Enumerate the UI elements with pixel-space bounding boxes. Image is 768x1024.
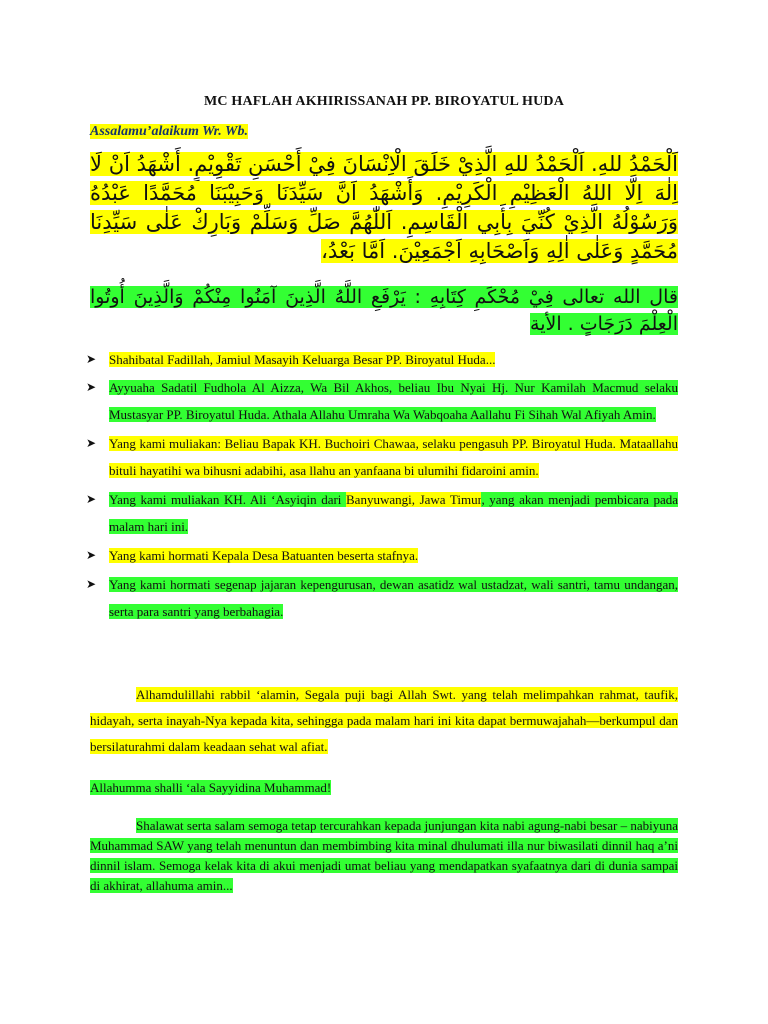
list-item-text: Shahibatal Fadillah, Jamiul Masayih Keluarga Besar PP. Biroyatul Huda... (109, 352, 496, 367)
list-item-text: Yang kami hormati Kepala Desa Batuanten beserta stafnya. (109, 548, 419, 563)
paragraph-shalawat (90, 816, 678, 896)
list-item-text-c: , yang akan menjadi pembicara pada malam hari ini. (109, 492, 679, 534)
arrowhead-bullet-icon: ➤ (86, 492, 97, 506)
paragraph-alhamdulillah (90, 682, 678, 760)
greeting-list (86, 346, 678, 625)
list-item-text-b: Banyuwangi, Jawa Timur (346, 492, 482, 507)
list-item (86, 374, 678, 428)
paragraph-alhamdulillah-text: Alhamdulillahi rabbil ‘alamin, Segala puji bagi Allah Swt. yang telah melimpahkan rahmat, taufik, hidayah, serta inayah-Nya kepada kita, sehingga pada malam hari ini kita dapat bermuwajahah—berkumpul dan bersilaturahmi dalam keadaan sehat wal afiat. (90, 687, 678, 754)
list-item (86, 430, 678, 484)
list-item-text: Yang kami muliakan: Beliau Bapak KH. Buchoiri Chawaa, selaku pengasuh PP. Biroyatul Huda. Mataallahu bituli hayatihi wa bihusni adabihi, asa llahu an yanfaana bi ulumihi fidaroini amin. (109, 436, 678, 478)
greeting (90, 124, 248, 140)
document-title: MC HAFLAH AKHIRISSANAH PP. BIROYATUL HUDA (203, 94, 565, 109)
arrowhead-bullet-icon: ➤ (86, 548, 97, 562)
arrowhead-bullet-icon: ➤ (86, 436, 97, 450)
arabic-opening (90, 150, 678, 266)
arabic-verse-text: قال الله تعالى فِيْ مُحْكَمِ كِتَابِهِ : يَرْفَعِ اللَّهُ الَّذِينَ آمَنُوا مِنْكُمْ وَالَّذِينَ أُوتُوا الْعِلْمَ دَرَجَاتٍ . الأية (90, 286, 678, 335)
arrowhead-bullet-icon: ➤ (86, 380, 97, 394)
list-item-text: Ayyuaha Sadatil Fudhola Al Aizza, Wa Bil Akhos, beliau Ibu Nyai Hj. Nur Kamilah Macmud selaku Mustasyar PP. Biroyatul Huda. Athala Allahu Umraha Wa Wabqoaha Aallahu Fi Sihah Wal Afiyah Amin. (109, 380, 678, 422)
shalawat-line (90, 778, 331, 798)
list-item-text-a: Yang kami muliakan KH. Ali ‘Asyiqin dari (109, 492, 347, 507)
list-item-text: Yang kami hormati segenap jajaran kepengurusan, dewan asatidz wal ustadzat, wali santri, tamu undangan, serta para santri yang berbahagia. (109, 577, 678, 619)
greeting-text: Assalamu’alaikum Wr. Wb. (90, 124, 248, 139)
arabic-opening-text: اَلْحَمْدُ للهِ. اَلْحَمْدُ للهِ الَّذِيْ خَلَقَ الْاِنْسَانَ فِيْ أَحْسَنِ تَقْوِيْمٍ. أَشْهَدُ اَنْ لَا اِلٰهَ اِلَّا اللهُ الْعَظِيْمِ الْكَرِيْمِ. وَأَشْهَدُ اَنَّ سَيِّدَنَا وَحَبِيْبَنَا مُحَمَّدًا عَبْدُهُ وَرَسُوْلُهُ الَّذِيْ كُنِّيَ بِأَبِي الْقَاسِمِ. اَللّٰهُمَّ صَلِّ وَسَلِّمْ وَبَارِكْ عَلٰى سَيِّدِنَا مُحَمَّدٍ وَعَلٰى اٰلِهِ وَاَصْحَابِهِ اَجْمَعِيْنَ. اَمَّا بَعْدُ، (90, 152, 678, 263)
list-item (86, 486, 678, 540)
list-item (86, 346, 678, 373)
list-item (86, 542, 678, 569)
arrowhead-bullet-icon: ➤ (86, 352, 97, 366)
list-item (86, 571, 678, 625)
arabic-verse (90, 284, 678, 338)
paragraph-shalawat-text: Shalawat serta salam semoga tetap tercurahkan kepada junjungan kita nabi agung-nabi besar – nabiyuna Muhammad SAW yang telah menuntun dan membimbing kita minal dhulumati illa nur biwasilati dinnil haq a’ni dinnil islam. Semoga kelak kita di akui menjadi umat beliau yang mendapatkan syafaatnya dari di dunia sampai di akhirat, allahuma amin... (90, 818, 678, 893)
arrowhead-bullet-icon: ➤ (86, 577, 97, 591)
shalawat-line-text: Allahumma shalli ‘ala Sayyidina Muhammad! (90, 780, 332, 795)
